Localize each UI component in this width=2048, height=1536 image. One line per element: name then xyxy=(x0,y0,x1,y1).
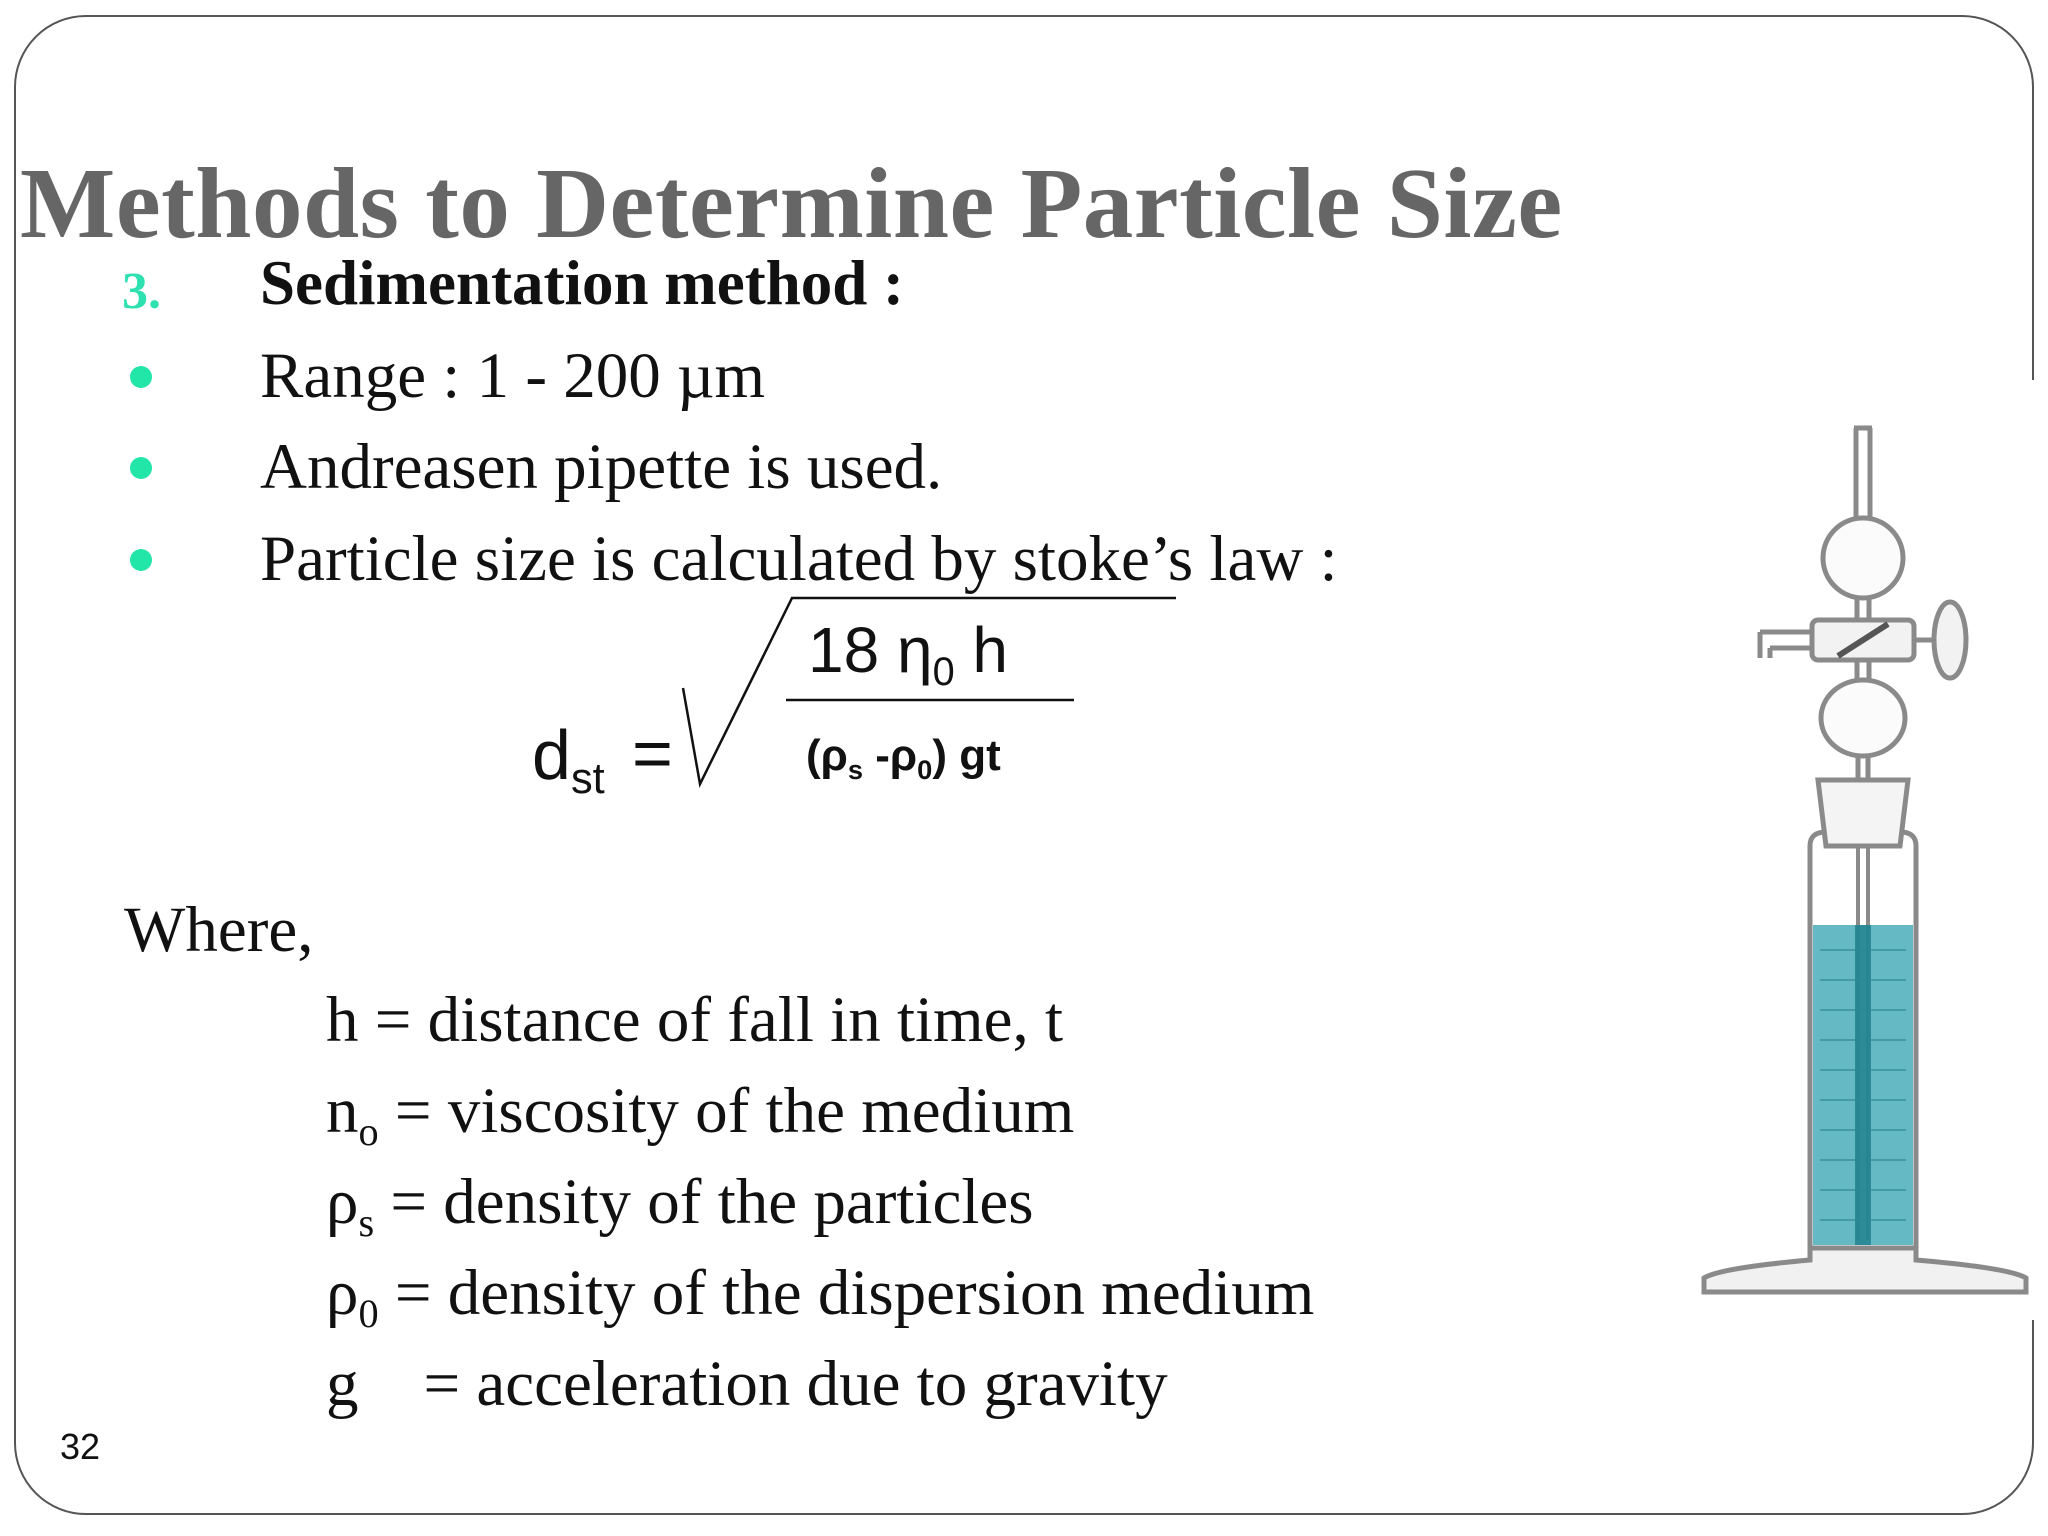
definition-rho-0: ρ0 = density of the dispersion medium xyxy=(326,1257,1315,1336)
definition-h: h = distance of fall in time, t xyxy=(326,984,1064,1056)
bullet-pipette: Andreasen pipette is used. xyxy=(260,431,943,503)
definition-rho-s: ρs = density of the particles xyxy=(326,1166,1034,1245)
formula-lhs: dst xyxy=(532,716,605,803)
formula-numerator: 18 η0 h xyxy=(808,614,1009,694)
bullet-range: Range : 1 - 200 µm xyxy=(260,340,766,412)
slide-title: Methods to Determine Particle Size xyxy=(20,147,1563,259)
section-heading: Sedimentation method : xyxy=(260,248,904,318)
page-number: 32 xyxy=(60,1426,101,1467)
definition-n0: no = viscosity of the medium xyxy=(326,1075,1075,1154)
where-label: Where, xyxy=(124,894,314,966)
formula-denominator: (ρs -ρ0) gt xyxy=(806,731,1001,785)
section-number: 3. xyxy=(122,263,161,320)
formula-equals: = xyxy=(632,714,673,792)
definition-g: g = acceleration due to gravity xyxy=(326,1348,1168,1420)
andreasen-pipette-icon xyxy=(1660,380,2048,1320)
bullet-stokes: Particle size is calculated by stoke’s law : xyxy=(260,523,1338,595)
